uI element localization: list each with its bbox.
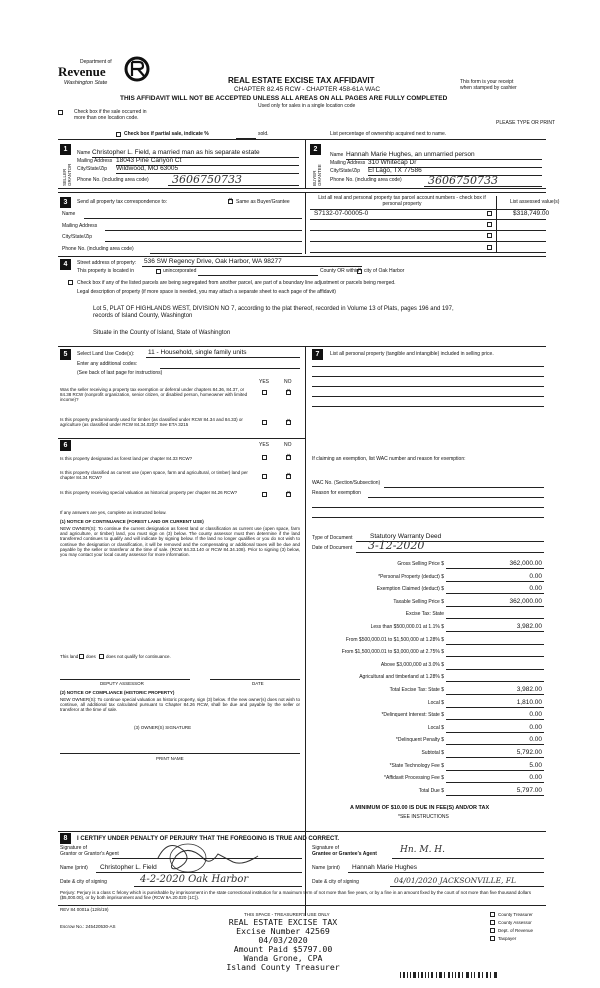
s6-does-checkbox[interactable] — [79, 654, 84, 659]
s8-grantor-date-label: Date & city of signing — [60, 879, 107, 885]
s6-q3-yes[interactable] — [262, 492, 267, 497]
escrow-number: Escrow No.: 245420530-AS — [60, 924, 116, 929]
s6-notice2-body: NEW OWNER(S): To continue special valuation as historic property, sign (3) below. If the new owner(s) does not wish to continue, all additional tax calculated pursuant to Chapter 84.26 RCW, shall be due and payable by the seller or transferor at the time of sale. — [60, 697, 300, 713]
partial-sale-sold: sold. — [258, 131, 269, 137]
tax-row-value[interactable]: 1,810.00 — [516, 698, 542, 706]
dor-washington-state: Washington State — [64, 80, 108, 86]
s6-q3: Is this property receiving special valuation as historical property per chapter 84.26 RCW? — [60, 490, 238, 495]
tax-row — [312, 610, 544, 620]
tax-row-value[interactable]: 5.00 — [529, 761, 542, 769]
s5-see-back: (See back of last page for instructions) — [77, 370, 163, 376]
s6-q1: Is this property designated as forest land per chapter 84.33 RCW? — [60, 456, 193, 461]
tax-row-value[interactable]: 0.00 — [529, 572, 542, 580]
tax-row-value[interactable]: 3,982.00 — [516, 623, 542, 630]
tax-row — [312, 762, 544, 772]
s8-grantor-name-label: Name (print) — [60, 865, 88, 871]
s2-name-label: Name — [330, 152, 344, 158]
receipt-note-2: when stamped by cashier — [460, 85, 517, 91]
s4-city-checkbox[interactable] — [357, 269, 362, 274]
s3-name-label: Name — [62, 211, 76, 217]
s5-q2-no[interactable] — [286, 420, 291, 425]
s1-city-label: City/State/Zip — [77, 166, 108, 172]
s4-unincorporated-label: unincorporated — [163, 268, 197, 274]
tax-row-label: Above $3,000,000 at 3.0% $ — [380, 661, 444, 668]
tax-row — [312, 686, 544, 696]
s8-perjury: Perjury: Perjury is a class C felony which is punishable by imprisonment in the state correctional institution for a maximum term of not more than five years, or by a fine in an amount fixed by the court of not more than five thousand dollars ($5,000.00), or by both imprisonment and fine (RCW 9A.20.020 (1C)). — [60, 890, 531, 901]
tax-row — [312, 673, 544, 683]
tax-row-label: *Delinquent Interest: State $ — [381, 712, 444, 719]
form-title: REAL ESTATE EXCISE TAX AFFIDAVIT — [228, 76, 375, 85]
s7-wac-label: WAC No. (Section/Subsection) — [312, 480, 381, 486]
tax-row — [312, 598, 544, 608]
dor-logo — [58, 56, 153, 86]
form-warning: THIS AFFIDAVIT WILL NOT BE ACCEPTED UNLESS ALL AREAS ON ALL PAGES ARE FULLY COMPLETED — [120, 95, 448, 102]
s8-grantee-name[interactable]: Hannah Marie Hughes — [352, 864, 418, 871]
s3-same-as-label: Same as Buyer/Grantee — [236, 199, 290, 205]
tax-row-label: Total Excise Tax: State $ — [389, 687, 444, 693]
s5-land-use-label: Select Land Use Code(s): — [77, 351, 135, 357]
s4-segregated-label: Check box if any of the listed parcels are being segregated from another parcel, are part of a boundary line adjustment or parcels being merged. — [77, 280, 396, 286]
s3-city-label: City/State/Zip — [62, 234, 93, 240]
s3-mail-label: Mailing Address — [62, 223, 98, 229]
s8-grantee-signature: Hn. M. H. — [400, 845, 446, 855]
tax-row — [312, 699, 544, 709]
s7-doc-date-label: Date of Document — [312, 545, 353, 551]
tax-row-label: *Personal Property (deduct) $ — [378, 573, 444, 580]
section-2-badge: 2 — [310, 144, 321, 155]
receipt-note-1: This form is your receipt — [460, 79, 514, 85]
tax-row-value[interactable]: 0.00 — [529, 774, 542, 782]
tax-row-label: Total Due $ — [418, 787, 444, 794]
s3-assessed-header: List assessed value(s) — [510, 199, 560, 205]
copy-dept-revenue-checkbox[interactable] — [490, 928, 495, 933]
partial-sale-label: Check box if partial sale, indicate % — [124, 131, 209, 137]
s2-city-value[interactable]: El Lago, TX 77586 — [368, 167, 422, 174]
treasurer-use-only: THIS SPACE - TREASURER'S USE ONLY — [244, 912, 330, 917]
section-6-badge: 6 — [60, 440, 71, 451]
stamp-line-5: Wanda Grone, CPA — [243, 953, 323, 964]
tax-row-value[interactable]: 5,792.00 — [516, 749, 542, 756]
ownership-pct-note: List percentage of ownership acquired next to name. — [330, 131, 447, 137]
s7-minimum: A MINIMUM OF $10.00 IS DUE IN FEE(S) AND/OR TAX — [350, 805, 490, 811]
tax-row-label: *Delinquent Penalty $ — [395, 737, 444, 744]
s8-grantee-name-label: Name (print) — [312, 865, 340, 871]
copy-dept-revenue: Dept. of Revenue — [498, 928, 534, 933]
tax-row — [312, 711, 544, 721]
copy-taxpayer-checkbox[interactable] — [490, 936, 495, 941]
dor-dept-of: Department of — [80, 59, 112, 65]
partial-sale-checkbox[interactable] — [116, 132, 121, 137]
form-rev: REV 84 0001a (12/6/19) — [60, 907, 109, 912]
s1-city-value[interactable]: Wildwood, MO 63005 — [116, 165, 179, 172]
stamp-line-2: Excise Number 42569 — [236, 926, 330, 937]
s1-name-value[interactable]: Christopher L. Field, a married man as his separate estate — [92, 149, 260, 156]
tax-row-value[interactable]: 0.00 — [529, 585, 542, 593]
tax-row-value[interactable]: 3,982.00 — [516, 686, 542, 693]
s6-print-name: PRINT NAME — [156, 756, 184, 761]
s6-q2: Is this property classified as current use (open space, farm and agricultural, or timber) land per chapter 84.34 RCW? — [60, 470, 248, 481]
s6-if-yes: If any answers are yes, complete as instructed below. — [60, 510, 167, 515]
tax-row — [312, 661, 544, 671]
s2-mail-label: Mailing Address — [330, 160, 366, 166]
form-subtitle: CHAPTER 82.45 RCW - CHAPTER 458-61A WAC — [234, 86, 381, 93]
tax-row — [312, 736, 544, 746]
s1-name-label: Name — [77, 150, 91, 156]
s2-mail-value[interactable]: 310 Whitecap Dr — [368, 159, 417, 166]
tax-row-label: From $1,500,000.01 to $3,000,000 at 2.75% $ — [341, 649, 444, 656]
s1-phone-value[interactable]: 3606750733 — [172, 173, 242, 186]
tax-row — [312, 648, 544, 658]
tax-row-label: Local $ — [427, 724, 444, 731]
s5-q1-no[interactable] — [286, 390, 291, 395]
s3-parcel-header: List all real and personal property tax parcel account numbers - check box if personal property — [318, 195, 486, 207]
s5-q2: Is this property predominantly used for timber (as classified under RCW 84.34 and 84.33) or agriculture (as classified under RCW 84.34.020)? See ETA 3215 — [60, 417, 243, 428]
dor-revenue: Revenue — [58, 64, 106, 79]
section-3-badge: 3 — [60, 197, 71, 208]
s8-grantee-date-city[interactable]: 04/01/2020 JACKSONVILLE, FL — [394, 876, 516, 885]
s5-additional-label: Enter any additional codes: — [77, 361, 138, 367]
tax-row — [312, 573, 544, 583]
s4-legal-line-1: Lot 5, PLAT OF HIGHLANDS WEST, DIVISION NO 7, according to the plat thereof, recorded in Volume 13 of Plats, pages 196 and 197, — [93, 306, 454, 312]
s6-q2-yes[interactable] — [262, 474, 267, 479]
s8-grantee-sig-label-2: Grantee or Grantee's Agent — [312, 851, 377, 857]
s8-grantor-sig-label-1: Signature of — [60, 845, 87, 851]
s1-mail-value[interactable]: 18043 Pine Canyon Ct — [116, 157, 182, 164]
s6-does-not-checkbox[interactable] — [99, 654, 104, 659]
tax-row-value[interactable]: 362,000.00 — [509, 597, 542, 605]
dor-logo-mark — [124, 56, 150, 82]
copy-taxpayer: Taxpayer — [498, 936, 517, 941]
s2-phone-value[interactable]: 3606750733 — [428, 174, 498, 187]
s6-owner-signature: (3) OWNER(S) SIGNATURE — [134, 725, 192, 730]
s5-q1-yes[interactable] — [262, 390, 267, 395]
tax-row — [312, 636, 544, 646]
section-1-badge: 1 — [60, 144, 71, 155]
s8-certify: I CERTIFY UNDER PENALTY OF PERJURY THAT THE FOREGOING IS TRUE AND CORRECT. — [77, 836, 340, 842]
s8-grantor-sig-label-2: Grantor or Grantor's Agent — [60, 851, 119, 857]
s8-grantee-date-label: Date & city of signing — [312, 879, 359, 885]
section-7-badge: 7 — [312, 349, 323, 360]
s3-parcel-checkbox-4[interactable] — [487, 245, 492, 250]
tax-row — [312, 585, 544, 595]
s4-located-label: This property is located in — [77, 268, 134, 274]
tax-row-label: From $500,000.01 to $1,500,000 at 1.28% $ — [345, 636, 444, 643]
tax-row-label: Local $ — [427, 699, 444, 706]
s4-legal-line-3: Situate in the County of Island, State of Washington — [93, 330, 231, 336]
tax-row-label: *State Technology Fee $ — [389, 762, 444, 769]
s5-no-header: NO — [284, 379, 292, 385]
s3-same-as-checkbox[interactable] — [228, 199, 233, 204]
tax-row-value[interactable]: 0.00 — [529, 711, 542, 719]
s6-date: DATE — [252, 681, 264, 686]
s4-street-label: Street address of property: — [77, 260, 137, 266]
section-8-badge: 8 — [60, 833, 71, 844]
s4-legal-line-2: records of Island County, Washington — [93, 313, 193, 319]
s3-parcel-value[interactable]: S7132-07-00005-0 — [314, 210, 369, 217]
stamp-line-4: Amount Paid $5797.00 — [233, 944, 333, 955]
stamp-line-6: Island County Treasurer — [226, 962, 340, 973]
s7-doc-type-label: Type of Document — [312, 535, 353, 541]
type-or-print: PLEASE TYPE OR PRINT — [496, 120, 556, 126]
section-4-badge: 4 — [60, 259, 71, 270]
s6-notice1-title: (1) NOTICE OF CONTINUANCE (FOREST LAND OR CURRENT USE) — [60, 519, 204, 524]
s8-grantee-sig-label-1: Signature of — [312, 845, 339, 851]
s6-does-label: does — [86, 654, 96, 659]
s6-this-land: This land — [60, 654, 79, 659]
s8-grantor-date-city[interactable]: 4-2-2020 Oak Harbor — [140, 874, 249, 885]
section-5-badge: 5 — [60, 349, 71, 360]
barcode — [400, 972, 500, 978]
tax-row — [312, 560, 544, 570]
s6-q1-yes[interactable] — [262, 455, 267, 460]
multi-location-label-1: Check box if the sale occurred in — [74, 109, 147, 115]
s6-no-header: NO — [284, 442, 292, 448]
tax-row — [312, 623, 544, 633]
tax-row — [312, 724, 544, 734]
copy-county-treasurer: County Treasurer — [498, 912, 533, 917]
tax-row — [312, 774, 544, 784]
s4-city-of-label: city of Oak Harbor — [364, 268, 405, 274]
tax-row-value[interactable]: 362,000.00 — [509, 560, 542, 567]
s7-personal-property: List all personal property (tangible and intangible) included in selling price. — [330, 351, 494, 357]
multi-location-label-2: more than one location code. — [74, 115, 139, 121]
s1-mail-label: Mailing Address — [77, 158, 113, 164]
tax-row-label: Agricultural and timberland at 1.28% $ — [359, 674, 444, 681]
treasurer-stamp — [178, 918, 388, 972]
s3-phone-label: Phone No. (including area code) — [62, 246, 134, 252]
s7-doc-date-value[interactable]: 3-12-2020 — [368, 539, 425, 552]
tax-row-label: Taxable Selling Price $ — [393, 598, 444, 605]
s5-q2-yes[interactable] — [262, 420, 267, 425]
s7-see-instructions: *SEE INSTRUCTIONS — [398, 814, 449, 820]
s5-land-use-value[interactable]: 11 - Household, single family units — [148, 349, 247, 356]
tax-row-value[interactable]: 5,797.00 — [516, 786, 542, 794]
tax-row-value[interactable]: 0.00 — [529, 723, 542, 731]
s6-q2-no[interactable] — [286, 474, 291, 479]
tax-row-label: Less than $500,000.01 at 1.1% $ — [370, 624, 444, 630]
tax-row-value[interactable]: 0.00 — [529, 736, 542, 744]
location-note: Used only for sales in a single location code — [258, 103, 356, 109]
stamp-line-3: 04/03/2020 — [258, 935, 308, 946]
buyer-grantee-label: BUYER GRANTEE — [312, 164, 323, 186]
s2-name-value[interactable]: Hannah Marie Hughes, an unmarried person — [346, 151, 475, 158]
s6-yes-header: YES — [259, 442, 270, 448]
s3-parcel-checkbox-2[interactable] — [487, 222, 492, 227]
tax-row — [312, 749, 544, 759]
s6-deputy-assessor: DEPUTY ASSESSOR — [100, 681, 144, 686]
s2-phone-label: Phone No. (including area code) — [330, 177, 402, 183]
s4-county-or-label: County OR within — [320, 268, 359, 274]
tax-row-label: Subtotal $ — [421, 750, 444, 756]
s3-parcel-checkbox-3[interactable] — [487, 233, 492, 238]
copy-county-assessor-checkbox[interactable] — [490, 920, 495, 925]
s7-doc-type-value[interactable]: Statutory Warranty Deed — [370, 533, 442, 540]
s6-notice1-body: NEW OWNER(S): To continue the current designation as forest land or classification as current use (open space, farm and agriculture, or timber) land, you must sign on (3) below. The county assessor must then determine if the land transferred continues to qualify and will indicate by signing below. If the land no longer qualifies or you do not wish to continue the designation or classification, it will be removed and the compensating or additional taxes will be due and payable by the seller or transferor at the time of sale. (RCW 84.33.140 or RCW 84.34.108). Prior to signing (3) below, you may contact your local county assessor for more information. — [60, 526, 300, 557]
s4-legal-label: Legal description of property (if more space is needed, you may attach a separate sheet to each page of the affidavit) — [77, 289, 336, 295]
s4-unincorporated-checkbox[interactable] — [156, 269, 161, 274]
stamp-line-1: REAL ESTATE EXCISE TAX — [228, 917, 338, 927]
copy-county-treasurer-checkbox[interactable] — [490, 912, 495, 917]
tax-row-label: *Affidavit Processing Fee $ — [384, 775, 444, 782]
tax-row-label: Excise Tax: State — [405, 611, 444, 618]
s1-phone-label: Phone No. (including area code) — [77, 177, 149, 183]
grantor-signature — [148, 836, 278, 876]
s4-street-value[interactable]: 536 SW Regency Drive, Oak Harbor, WA 98277 — [144, 258, 282, 265]
s7-claiming-exemption: If claiming an exemption, list WAC number and reason for exemption: — [312, 456, 466, 462]
s6-notice2-title: (2) NOTICE OF COMPLIANCE (HISTORIC PROPERTY) — [60, 690, 175, 695]
tax-row-label: Gross Selling Price $ — [397, 561, 444, 567]
seller-grantor-label: SELLER GRANTOR — [62, 163, 73, 186]
s5-q1: Was the seller receiving a property tax exemption or deferral under chapters 84.36, 84.37, or 84.38 RCW (nonprofit organization, senior citizen, or disabled person, homeowner with limited income)? — [60, 387, 248, 403]
s6-does-not-label: does not qualify for continuance. — [106, 654, 171, 659]
s7-reason-label: Reason for exemption — [312, 490, 361, 496]
s4-segregated-checkbox[interactable] — [68, 280, 73, 285]
s8-grantor-name[interactable]: Christopher L. Field — [100, 864, 157, 871]
s3-send-label: Send all property tax correspondence to: — [77, 199, 168, 205]
s6-q1-no[interactable] — [286, 455, 291, 460]
s2-city-label: City/State/Zip — [330, 168, 361, 174]
copy-county-assessor: County Assessor — [498, 920, 532, 925]
tax-row-label: Exemption Claimed (deduct) $ — [376, 586, 444, 593]
tax-row — [312, 787, 544, 797]
s5-yes-header: YES — [259, 379, 270, 385]
s3-assessed-value[interactable]: $318,749.00 — [513, 210, 550, 217]
s6-q3-no[interactable] — [286, 492, 291, 497]
s3-parcel-checkbox-1[interactable] — [487, 211, 492, 216]
multi-location-checkbox[interactable] — [58, 110, 63, 115]
